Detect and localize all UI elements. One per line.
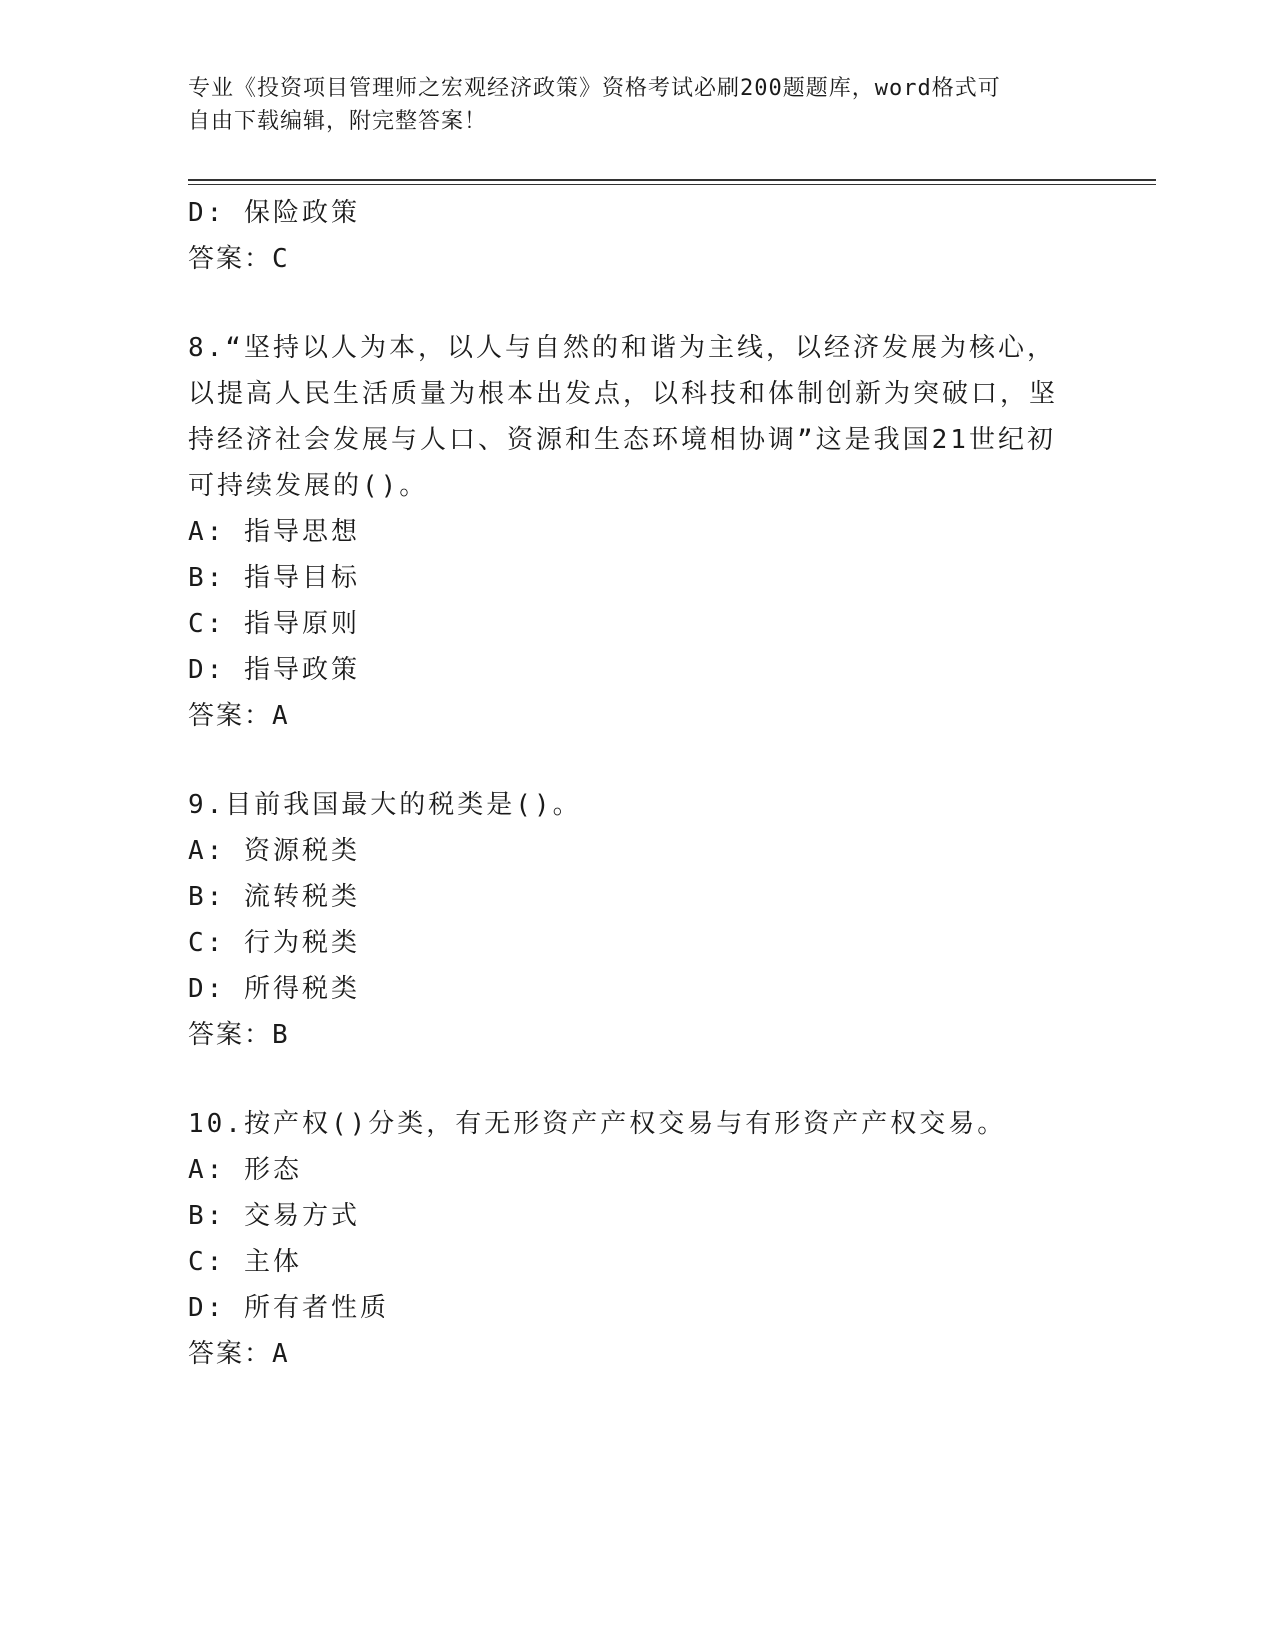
- header-divider-thin: [188, 184, 1156, 185]
- answer: [188, 1012, 1088, 1058]
- question-stem-line: 8.“坚持以人为本，以人与自然的和谐为主线，以经济发展为核心，: [188, 333, 1056, 363]
- option-a: A: 指导思想: [188, 517, 360, 547]
- answer-label: 答案：: [188, 701, 273, 731]
- option-c: C: 指导原则: [188, 609, 360, 639]
- answer-label: 答案：: [188, 244, 273, 274]
- option-c: C: 行为税类: [188, 928, 360, 958]
- question-stem-line: 10.按产权()分类，有无形资产产权交易与有形资产产权交易。: [188, 1109, 1007, 1139]
- document-header: [188, 72, 1088, 138]
- question-stem-line: 以提高人民生活质量为根本出发点，以科技和体制创新为突破口，坚: [188, 379, 1059, 409]
- option-d: D: 所有者性质: [188, 1293, 389, 1323]
- prev-option-d: D: 保险政策: [188, 198, 360, 228]
- option-a: A: 形态: [188, 1155, 302, 1185]
- answer: [188, 1331, 1088, 1377]
- question-stem-line: 持经济社会发展与人口、资源和生态环境相协调”这是我国21世纪初: [188, 425, 1056, 455]
- option-b: B: 指导目标: [188, 563, 360, 593]
- question-stem-line: 可持续发展的()。: [188, 471, 429, 501]
- option-c: C: 主体: [188, 1247, 302, 1277]
- question-list: [188, 190, 1088, 1377]
- answer-label: 答案：: [188, 1339, 273, 1369]
- header-divider-thick: [188, 179, 1156, 181]
- question-stem-line: 9.目前我国最大的税类是()。: [188, 790, 582, 820]
- question-9: [188, 782, 1088, 1058]
- answer-value: C: [272, 244, 291, 274]
- answer-label: 答案：: [188, 1020, 273, 1050]
- header-title-line-2: 自由下载编辑，附完整答案！: [188, 109, 488, 134]
- option-a: A: 资源税类: [188, 836, 360, 866]
- answer: [188, 693, 1088, 739]
- answer-value: B: [272, 1020, 291, 1050]
- option-b: B: 流转税类: [188, 882, 360, 912]
- header-title-line-1: 专业《投资项目管理师之宏观经济政策》资格考试必刷200题题库，word格式可: [188, 76, 1001, 101]
- option-b: B: 交易方式: [188, 1201, 360, 1231]
- prev-answer: [188, 236, 1088, 282]
- option-d: D: 所得税类: [188, 974, 360, 1004]
- question-10: [188, 1101, 1088, 1377]
- answer-value: A: [272, 701, 291, 731]
- option-d: D: 指导政策: [188, 655, 360, 685]
- answer-value: A: [272, 1339, 291, 1369]
- question-8: [188, 325, 1088, 739]
